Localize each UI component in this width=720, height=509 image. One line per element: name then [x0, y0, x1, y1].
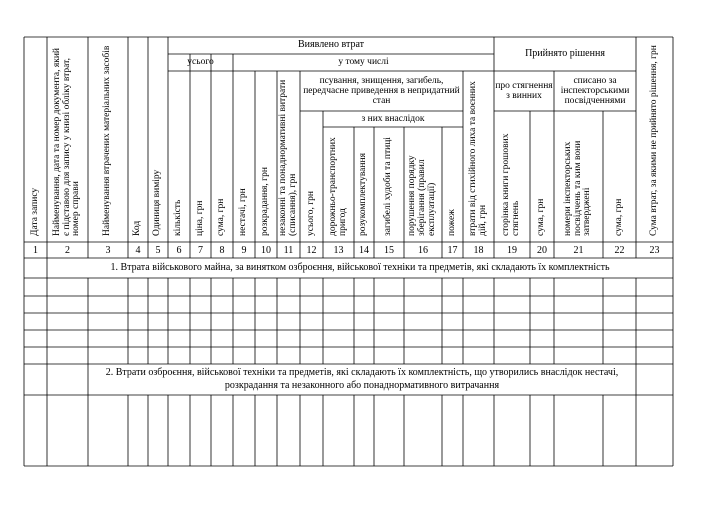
col-label-5: Одиниця виміру	[152, 169, 163, 236]
col-label-14: розукомплектування	[358, 153, 369, 236]
header-written-off: списано за інспекторськими посвідченнями	[560, 75, 630, 107]
col-label-6: кількість	[173, 199, 184, 236]
header-total: усього	[187, 57, 214, 68]
header-of-them-due-to: з них внаслідок	[361, 113, 425, 124]
col-number-18: 18	[473, 244, 484, 256]
col-number-21: 21	[573, 244, 584, 256]
col-label-13: дорожньо-транспортних пригод	[327, 137, 348, 236]
col-number-3: 3	[105, 244, 111, 256]
col-label-1: Дата запису	[29, 187, 40, 236]
col-number-13: 13	[333, 244, 344, 256]
col-label-4: Код	[132, 220, 143, 236]
col-label-20: сума, грн	[536, 198, 547, 236]
col-label-22: сума, грн	[613, 198, 624, 236]
col-label-16: порушення порядку зберігання (правил експлуатації)	[407, 155, 437, 236]
col-label-9: нестачі, грн	[238, 188, 249, 236]
section-2-title: 2. Втрати озброєння, військової техніки та предметів, які складають їх комплектність, що утворились внаслідок нестачі, розкрадання та незаконного або понаднормативного витрачання	[105, 367, 619, 391]
col-label-7: ціна, грн	[194, 200, 205, 236]
col-number-1: 1	[33, 244, 38, 256]
col-label-10: розкрадання, грн	[260, 167, 271, 236]
col-label-12: усього, грн	[305, 191, 316, 236]
col-label-11: незаконні та понаднормативні витрати (списання), грн	[277, 79, 298, 236]
col-label-17: пожеж	[446, 209, 457, 236]
col-number-15: 15	[384, 244, 394, 256]
col-number-6: 6	[176, 244, 182, 256]
header-including: у тому числі	[338, 57, 389, 68]
col-number-4: 4	[135, 244, 141, 256]
col-number-19: 19	[507, 244, 517, 256]
col-label-3: Найменування втрачених матеріальних засобів	[102, 45, 113, 236]
col-label-2: Найменування, дата та номер документа, який є підставою для запису у книзі обліку втрат, номер справи	[51, 47, 82, 236]
header-to-recover: про стягнення з винних	[495, 80, 553, 101]
col-number-7: 7	[198, 244, 203, 256]
col-label-18: втрати від стихійного лиха та воєнних дій, грн	[467, 81, 488, 236]
col-number-20: 20	[537, 244, 547, 256]
col-number-14: 14	[359, 244, 369, 256]
col-number-8: 8	[219, 244, 225, 256]
col-label-21: номери інспекторських посвідчень та ким вони затверджені	[562, 140, 593, 236]
section-1-title: 1. Втрата військового майна, за винятком озброєння, військової техніки та предметів, які складають їх комплектність	[110, 261, 610, 273]
col-number-17: 17	[447, 244, 458, 256]
col-label-15: загибелі худоби та птиці	[383, 137, 394, 236]
header-damage-group: псування, знищення, загибель, передчасне приведення в непридатний стан	[303, 75, 460, 107]
col-number-23: 23	[649, 244, 660, 256]
header-detected-losses: Виявлено втрат	[297, 39, 364, 51]
col-number-2: 2	[65, 244, 70, 256]
col-number-10: 10	[261, 244, 271, 256]
col-number-9: 9	[241, 244, 247, 256]
col-label-8: сума, грн	[216, 198, 227, 236]
header-decision-made: Прийнято рішення	[525, 47, 605, 59]
col-number-12: 12	[306, 244, 317, 256]
col-number-16: 16	[418, 244, 428, 256]
col-number-11: 11	[283, 244, 294, 256]
col-label-23: Сума втрат, за якими не прийнято рішення, грн	[648, 45, 659, 236]
col-label-19: сторінка книги грошових стягнень	[501, 133, 521, 236]
col-number-5: 5	[155, 244, 161, 256]
col-number-22: 22	[614, 244, 625, 256]
